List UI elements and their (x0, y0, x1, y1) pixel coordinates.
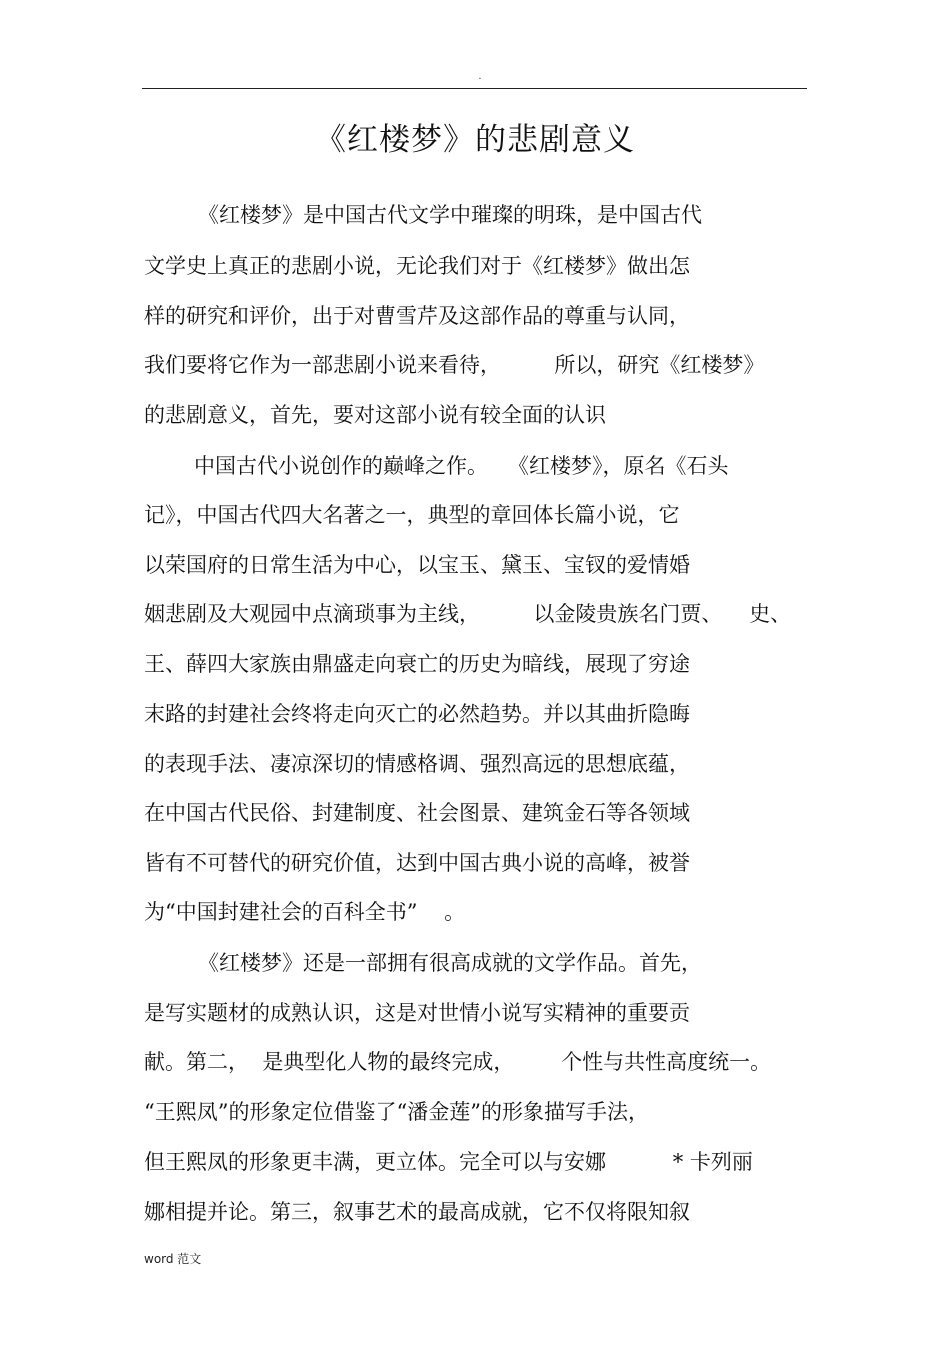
text-line: 王、薛四大家族由鼎盛走向衰亡的历史为暗线，展现了穷途 (144, 652, 690, 676)
text-line: 《红楼梦》是中国古代文学中璀璨的明珠，是中国古代 (198, 203, 702, 227)
text-line: 样的研究和评价，出于对曹雪芹及这部作品的尊重与认同， (144, 304, 690, 328)
footer-label: word 范文 (144, 1252, 202, 1266)
text-line: 以荣国府的日常生活为中心，以宝玉、黛玉、宝钗的爱情婚 (144, 553, 690, 577)
text-line: 皆有不可替代的研究价值，达到中国古典小说的高峰，被誉 (144, 851, 690, 875)
text-line: 中国古代小说创作的巅峰之作。 《红楼梦》，原名《石头 (194, 454, 729, 478)
text-line: 我们要将它作为一部悲剧小说来看待， 所以，研究《红楼梦》 (144, 353, 765, 377)
text-line: 是写实题材的成熟认识，这是对世情小说写实精神的重要贡 (144, 1001, 690, 1025)
text-line: 但王熙凤的形象更丰满，更立体。完全可以与安娜 * 卡列丽 (144, 1150, 753, 1174)
text-line: 献。第二， 是典型化人物的最终完成， 个性与共性高度统一。 (144, 1050, 772, 1074)
text-line: “王熙凤”的形象定位借鉴了“潘金莲”的形象描写手法， (144, 1100, 649, 1124)
text-line: 文学史上真正的悲剧小说，无论我们对于《红楼梦》做出怎 (144, 254, 690, 278)
text-line: 姻悲剧及大观园中点滴琐事为主线， 以金陵贵族名门贾、 史、 (144, 602, 792, 626)
text-line: 末路的封建社会终将走向灭亡的必然趋势。并以其曲折隐晦 (144, 702, 690, 726)
text-line: 《红楼梦》还是一部拥有很高成就的文学作品。首先， (198, 951, 702, 975)
text-line: 娜相提并论。第三，叙事艺术的最高成就，它不仅将限知叙 (144, 1200, 690, 1224)
text-line: 记》，中国古代四大名著之一，典型的章回体长篇小说，它 (144, 503, 680, 527)
header-mark: . (478, 71, 482, 82)
text-line: 的表现手法、凄凉深切的情感格调、强烈高远的思想底蕴， (144, 752, 690, 776)
text-line: 在中国古代民俗、封建制度、社会图景、建筑金石等各领域 (144, 801, 690, 825)
document-title: 《红楼梦》的悲剧意义 (315, 122, 635, 158)
text-line: 为“中国封建社会的百科全书” 。 (144, 900, 466, 924)
header-rule (142, 88, 807, 89)
text-line: 的悲剧意义，首先，要对这部小说有较全面的认识 (144, 403, 606, 427)
